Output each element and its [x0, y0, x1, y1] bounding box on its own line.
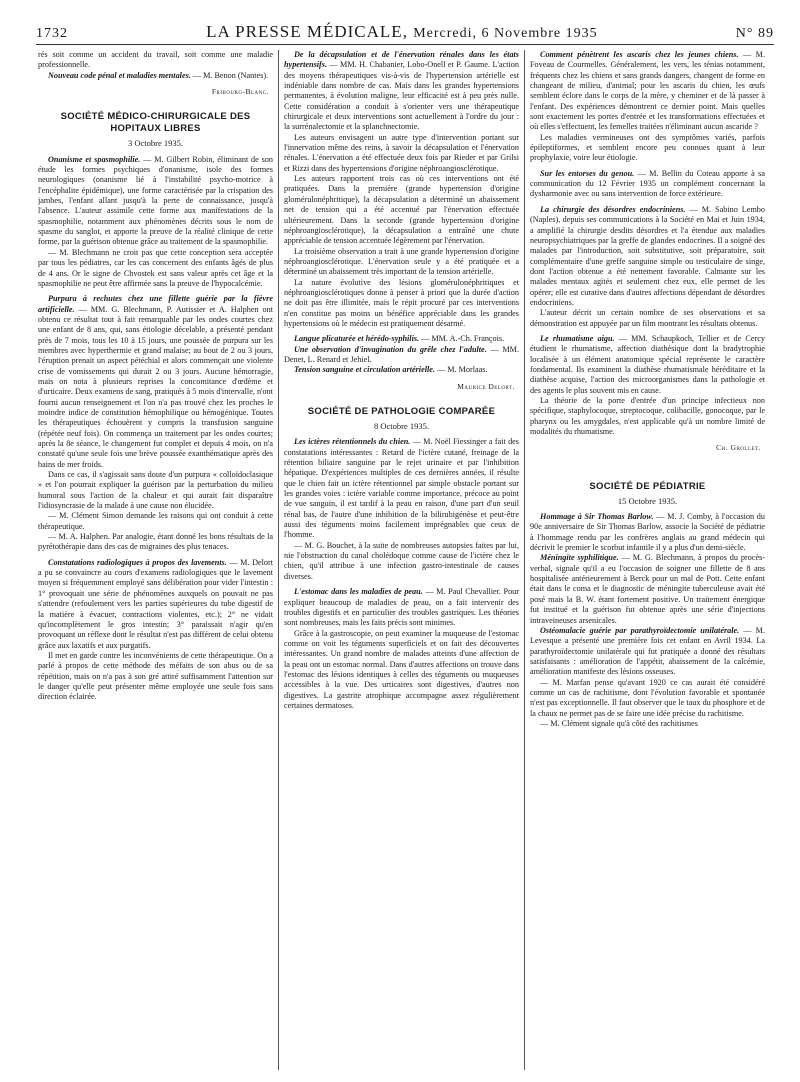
page-number: 1732	[36, 26, 68, 41]
paragraph: Les auteurs rapportent trois cas où ces interventions ont été pratiquées. Dans la première (grande hypertension d'origine glomérulonéphritique), la décapsulation a déterminé un abaissement net de tension qui a été accentué par l'énervation effectuée ultérieurement. Dans la seconde (grande hypertension d'origine néphroangiosclérotique), la décapsulation a entraîné une chute appréciable de tension accentuée légèrement par l'énervation.	[284, 174, 519, 246]
item-title: Méningite syphilitique.	[540, 553, 619, 563]
item-text: — M. Bellin du Coteau apporte à sa communication du 12 Février 1935 un complément concernant la dysharmonie avec ou sans intervention de force extérieure.	[530, 168, 765, 199]
paragraph	[530, 50, 765, 133]
paragraph	[38, 294, 273, 470]
signature: Ch. Grollet.	[716, 443, 761, 453]
journal-name: LA PRESSE MÉDICALE,	[206, 22, 408, 41]
item-text: — M. Paul Chevallier. Pour expliquer beaucoup de maladies de peau, on a fait intervenir des troubles digestifs et en particulier des troubles gastriques. Les théories sont nombreuses, mais les faits précis sont minimes.	[284, 587, 519, 628]
paragraph	[284, 437, 519, 540]
item-text: — M. Delort a pu se convaincre au cours d'examens radiologiques que le lavement moyen si fréquemment employé sans délibération pour vider l'intestin : 1° provoquait une série de phénomènes auxquels on pouvait ne pas s'attendre (refoulement vers les parties supérieures du tube digestif de la matière à évacuer, contractions violentes, etc.); 2° ne vidait qu'incomplètement le gros intestin; 3° paraissait n'agir qu'en provoquant un réflexe dont le résultat n'est pas différent de celui obtenu grâce aux laxatifs et aux purgatifs.	[38, 557, 273, 650]
column-rule	[278, 50, 279, 1070]
item-title: Langue plicaturée et hérédo-syphilis.	[294, 334, 420, 344]
page-header	[36, 22, 774, 45]
item-text: — M. Gilbert Robin, éliminant de son étude les formes psychiques d'onanisme, isole des formes neurologiques (onanisme lié à l'instabilité psycho-motrice à l'encéphalite épidémique), une forme caractérisée par la crispation des jambes, l'enfant allant jusqu'à la perte de connaissance, jusqu'à l'absence. L'auteur assimile cette forme aux manifestations de la spasmophilie, notamment aux phénomènes décrits sous le nom de spasme du sanglot, et apporte la preuve de la réalité clinique de cette forme, par la guérison obtenue grâce au traitement de la spasmophilie.	[38, 154, 273, 247]
paragraph: rés soit comme un accident du travail, soit comme une maladie professionnelle.	[38, 50, 273, 70]
item-title: Ostéomalacie guérie par parathyroïdectomie unilatérale.	[540, 625, 740, 635]
section-title: SOCIÉTÉ DE PATHOLOGIE COMPARÉE	[307, 406, 496, 417]
paragraph	[530, 334, 765, 396]
column-1	[38, 50, 273, 1070]
paragraph	[284, 587, 519, 628]
paragraph: — M. G. Bouchet, à la suite de nombreuses autopsies faites par lui, nie l'obstruction du canal cholédoque comme cause de l'ictère chez le chien, qu'il attribue à une infection gastro-intestinale de causes diverses.	[284, 540, 519, 581]
paragraph	[530, 553, 765, 625]
item-title: Le rhumatisme aigu.	[540, 333, 615, 343]
item-title: Purpura à rechutes chez une fillette guérie par la fièvre artificielle.	[38, 294, 273, 314]
paragraph	[284, 365, 519, 375]
item-text: — MM. G. Blechmann, P. Autissier et A. Halphen ont obtenu ce résultat tout à fait remarquable par les ondes courtes chez une enfant de 8 ans, qui, sans étiologie décelable, a présenté pendant près de 7 mois, tous les 10 à 15 jours, une poussée de purpura sur les membres avec hyperthermie et grand malaise; au bout de 2 ou 3 jours, l'éruption prenait un aspect pétéchial et alors commençait une violente crise de vomissements qui durait 2 ou 3 jours. Aucune hémorragie, mais on nota à plusieurs reprises la concomitance d'œdème et d'urticaire. Deux examens de sang, pratiqués à 5 mois d'intervalle, n'ont fourni aucun renseignement et l'on n'a pas trouvé chez les proches le moindre indice de constitution hémophilique ou hémogénique. Toutes les thérapeutiques échouèrent y compris la transfusion sanguine (répétée neuf fois). On commença un traitement par les ondes courtes; après la 8e séance, le changement fut complet et depuis 4 mois, on n'a constaté qu'une seule fois une brève poussée exanthématique après des bains de mer froids.	[38, 304, 273, 469]
paragraph	[530, 205, 765, 308]
paragraph: Grâce à la gastroscopie, on peut examiner la muqueuse de l'estomac comme on voit les téguments superficiels et on fait des découvertes intéressantes. Un grand nombre de malades atteints d'une affection de la peau ont un estomac normal. Dans d'autres affections on trouve dans l'estomac des lésions identiques à celles des téguments ou muqueuses accessibles à la vue. Des urticaires sont digestives, d'autres non digestives. La gastrite atrophique accompagne assez régulièrement certaines dermatoses.	[284, 628, 519, 710]
paragraph	[38, 155, 273, 248]
section-title: SOCIÉTÉ DE PÉDIATRIE	[589, 480, 706, 492]
section-date: 8 Octobre 1935.	[373, 421, 429, 431]
item-text: — M. Foveau de Courmelles. Généralement, les vers, les ténias notamment, fréquents chez les chiens et sans grands dangers, changent de forme en changeant de milieu, d'animal; pour les ascaris du chien, les œufs semblent éclore dans le corps de la mère, y cheminer et de là passer à l'enfant. Des expériences démontrent ce dernier point. Mais quelles sont exactement les portes d'entrée et les transformations effectuées et où elles s'effectuent, les femelles traitées n'éliminant aucun ascaride ?	[530, 50, 765, 132]
item-text: — M. G. Blechmann, à propos du procès-verbal, signale qu'il a eu l'occasion de soigner une fillette de 8 ans hospitalisée antérieurement à Berck pour un mal de Pott. Cette enfant était dans le coma et le diagnostic de méningite tuberculeuse avait été posé mais la B. W. étant fortement positive. Un traitement énergique fut institué et la guérison fut obtenue après une série d'injections intraveineuses arsenicales.	[530, 553, 765, 625]
paragraph	[284, 345, 519, 366]
column-2	[284, 50, 519, 1070]
paragraph: Les auteurs envisagent un autre type d'intervention portant sur l'innervation même des reins, à savoir la décapsulation et l'énervation rénales. L'énervation a été effectuée deux fois par Rieder et par Grilsi et Rizzi dans des hypertensions d'origine néphroangiosclérotique.	[284, 132, 519, 173]
item-text: — MM. H. Chabanier, Lobo-Onell et P. Gaume. L'action des moyens thérapeutiques vis-à-vis de l'hypertension artérielle est indéniable dans nombre de cas. Mais dans les grandes hypertensions permanentes, à évolution maligne, leur efficacité est à peu près nulle. Cette considération a conduit à s'orienter vers une thérapeutique chirurgicale et deux interventions sont actuellement à l'ordre du jour : la surrénalectomie et la splanchnectomie.	[284, 60, 519, 132]
paragraph	[284, 334, 519, 344]
paragraph	[530, 512, 765, 553]
paragraph	[38, 71, 273, 81]
paragraph: L'auteur décrit un certain nombre de ses observations et sa démonstration est appuyée par un film montrant les résultats obtenus.	[530, 308, 765, 328]
item-text: — MM. Schaupkoch, Tellier et de Cercy étudient le rhumatisme, affection diathésique dont la bradytrophie localisée à un élément anatomique spécial représente le caractère fondamental. Ils examinent la diathèse rhumatismale héréditaire et la diathèse acquise, l'action des microorganismes dans la pathologie et des agents le plus souvent mis en cause.	[530, 333, 765, 395]
item-title: Constatations radiologiques à propos des lavements.	[48, 557, 227, 567]
item-text: — M. J. Comby, à l'occasion du 90e anniversaire de Sir Thomas Barlow, associe la Société de pédiatrie à l'hommage rendu par les confrères anglais au grand médecin qui décrivit le premier le scorbut infantile il y a plus d'un demi-siècle.	[530, 512, 765, 553]
item-title: Les ictères rétentionnels du chien.	[294, 437, 411, 447]
item-title: Hommage à Sir Thomas Barlow.	[540, 512, 654, 522]
paragraph: La théorie de la porte d'entrée d'un principe infectieux non spécifique, staphylocoque, streptocoque, colibacille, gonocoque, par le pharynx ou les amygdales, n'est applicable qu'à un nombre limité de modalités du rhumatisme.	[530, 396, 765, 437]
item-title: Onanisme et spasmophilie.	[48, 154, 141, 164]
signature: Maurice Delort.	[457, 381, 515, 391]
item-text: — M. Levesque a présenté une première fois cet enfant en Avril 1934. La parathyroïdectomie unilatérale qui fut pratiquée a donné des résultats satisfaisants : amélioration de l'appétit, abaissement de la calcémie, amélioration manifeste des lésions osseuses.	[530, 625, 765, 677]
paragraph: — M. Blechmann ne croit pas que cette conception sera acceptée par tous les pédiatres, car les cas concernent des enfants âgés de plus de 4 ans. Or le signe de Chvostek est sans valeur après cet âge et la spasmophilie ne peut être affirmée sans la preuve de l'hypocalcémie.	[38, 247, 273, 288]
paragraph: — M. Clément signale qu'à côté des rachitismes	[540, 718, 698, 728]
paragraph: — M. A. Halphen. Par analogie, étant donné les bons résultats de la pyrétothérapie dans des cas de migraines des plus tenaces.	[38, 532, 273, 552]
issue-date: Mercredi, 6 Novembre 1935	[413, 26, 598, 41]
paragraph: — M. Clément Simon demande les raisons qui ont conduit à cette thérapeutique.	[38, 511, 273, 531]
paragraph	[530, 169, 765, 200]
issue-number: N° 89	[735, 26, 774, 41]
section-title: SOCIÉTÉ MÉDICO-CHIRURGICALE DES HOPITAUX LIBRES	[60, 111, 251, 135]
item-title: Tension sanguine et circulation artérielle.	[294, 365, 435, 375]
item-title: L'estomac dans les maladies de peau.	[294, 587, 423, 597]
paragraph: La troisième observation a trait à une grande hypertension d'origine néphroangiosclérotique. L'énervation seule y a été pratiquée et a déterminé un abaissement très important de la tension artérielle.	[284, 246, 519, 277]
item-text: — MM. A.-Ch. François.	[419, 334, 505, 344]
column-3	[530, 50, 765, 1070]
item-title: De la décapsulation et de l'énervation rénales dans les états hypertensifs.	[284, 50, 519, 70]
item-title: Une observation d'invagination du grêle chez l'adulte.	[294, 344, 487, 354]
item-title: Comment pénètrent les ascaris chez les jeunes chiens.	[540, 50, 739, 59]
item-text: — M. Sabino Lembo (Naples), depuis ses communications à la Société en Mai et Juin 1934, a amplifié la chirurgie desdits désordres et l'a étendue aux maladies neuropsychiatriques par la greffe de glandes endocrines. Il a soigné des malades par l'introduction, soit substitutive, soit préparatoire, soit complémentaire d'une greffe sanguine simple ou testiculaire de singe, dont l'action obtenue a été nettement favorable. Calmante sur les malades mentaux agités et seulement chez eux, elle permet de les opérer; elle est curative dans d'autres affections dépendant de désordres endocriniens.	[530, 204, 765, 307]
paragraph	[530, 626, 765, 678]
item-text: — M. Noël Fiessinger a fait des constatations intéressantes : Retard de l'ictère cutané, freinage de la rétention biliaire sanguine par le rejet urinaire et par l'inhibition hépatique. D'expériences multiples de ces dernières années, il résulte que le chien fait un ictère rétentionnel par simple obstacle portant sur les grandes voies : ictère variable comme importance, précoce au point de vue sanguin, il est tardif à la peau en raison, d'une part d'un seuil rénal bas, de l'autre d'une inhibition de la bilirubigénèse et peut-être aussi des téguments moins facilement imprégnables que ceux de l'homme.	[284, 437, 519, 540]
section-date: 3 Octobre 1935.	[127, 138, 183, 149]
paragraph: Les maladies vermineuses ont des symptômes variés, parfois épileptiformes, et semblent encore peu connues quant à leur prophylaxie, voire leur étiologie.	[530, 132, 765, 163]
journal-title	[206, 22, 597, 42]
item-text: — M. Benon (Nantes).	[190, 70, 269, 80]
column-rule	[524, 50, 525, 1070]
item-title: Nouveau code pénal et maladies mentales.	[48, 70, 191, 80]
paragraph: Il met en garde contre les inconvénients de cette thérapeutique. On a parlé à propos de cette méthode des méfaits de son abus ou de sa répétition, mais on n'a pas à son gré attiré suffisamment l'attention sur le danger qu'elle peut présenter même employée une seule fois sans direction éclairée.	[38, 650, 273, 702]
item-title: La chirurgie des désordres endocriniens.	[540, 204, 686, 214]
paragraph: — M. Marfan pense qu'avant 1920 ce cas aurait été considéré comme un cas de rachitisme, dont l'évolution favorable et spontanée n'est pas exceptionnelle. Il faut observer que le taux du phosphore et de la chaux ne permet pas de se faire une idée précise du rachitisme.	[530, 677, 765, 718]
item-title: Sur les entorses du genou.	[540, 168, 635, 178]
paragraph: Dans ce cas, il s'agissait sans doute d'un purpura « colloïdoclasique » et l'on pourrait expliquer la guérison par la perturbation du milieu humoral sous l'action de la chaleur et qui aurait fait disparaître l'idiosyncrasie de la malade à une cause non élucidée.	[38, 470, 273, 511]
paragraph	[38, 558, 273, 651]
item-text: — M. Morlaas.	[434, 365, 488, 375]
paragraph	[284, 50, 519, 133]
item-text: — MM. Denet, L. Renard et Jehiel.	[284, 344, 519, 364]
paragraph: La nature évolutive des lésions glomérulonéphritiques et néphroangiosclérotiques donne à penser à priori que la durée d'action ne doit pas être illimitée, mais le répit procuré par ces interventions n'en constitue pas moins un bénéfice appréciable dans les grandes hypertensions où le médecin est pratiquement désarmé.	[284, 277, 519, 328]
section-date: 15 Octobre 1935.	[617, 495, 678, 506]
signature: Fribourg-Blanc.	[211, 87, 269, 97]
